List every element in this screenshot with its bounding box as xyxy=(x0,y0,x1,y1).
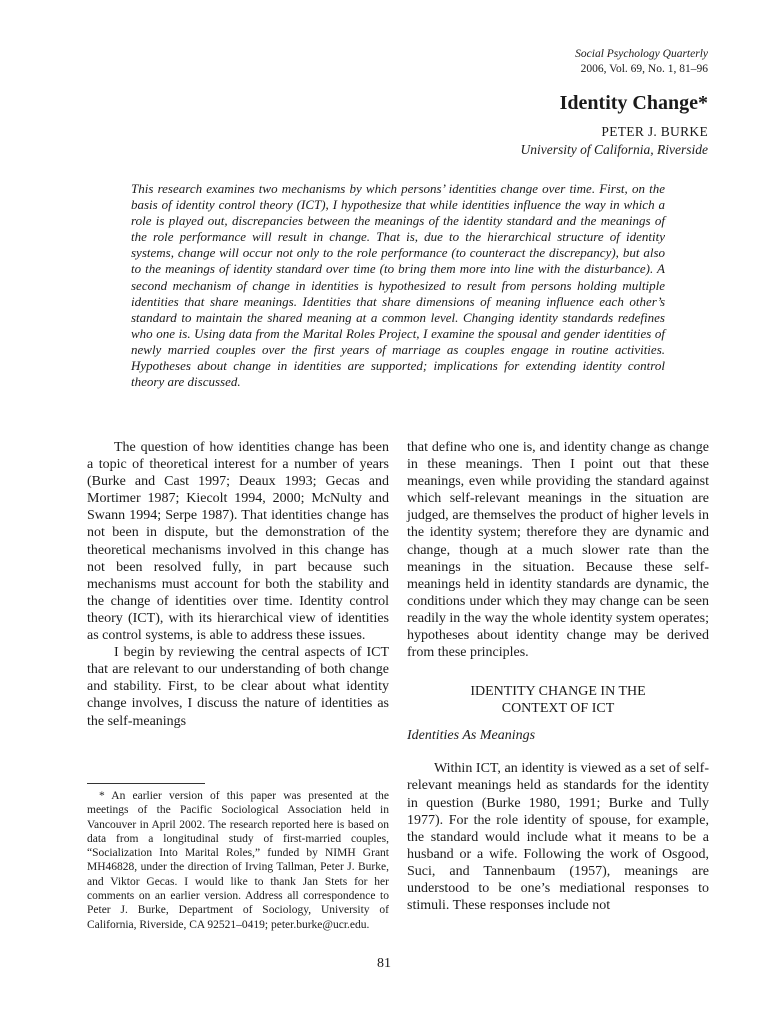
author-affiliation: University of California, Riverside xyxy=(520,142,708,157)
article-title: Identity Change* xyxy=(559,92,708,114)
footnote-text: * An earlier version of this paper was presented at the meetings of the Pacific Sociological Association held in Vancouver in April 2002. The research reported here is based on data from a longitudinal study of first-married couples, “Socialization Into Marital Roles,” funded by NIMH Grant MH46828, under the direction of Irving Tallman, Peter J. Burke, and Viktor Gecas. I would like to thank Jan Stets for her comments on an earlier version. Address all correspondence to Peter J. Burke, Department of Sociology, University of California, Riverside, CA 92521–0419; peter.burke@ucr.edu. xyxy=(87,790,389,931)
body-paragraph-2: I begin by reviewing the central aspects of ICT that are relevant to our understanding of both change and stability. First, to be clear about what identity change involves, I discuss the nature of identities as the self-meanings xyxy=(87,645,389,729)
body-paragraph-3: Within ICT, an identity is viewed as a set of self-relevant meanings held as standards for the identity in question (Burke 1980, 1991; Burke and Tully 1977). For the role identity of spouse, for example, the standard would include what it means to be a husband or a wife. Following the work of Osgood, Suci, and Tannenbaum (1957), meanings are understood to be one’s mediational responses to stimuli. These responses include not xyxy=(407,761,709,914)
footnote-divider xyxy=(87,783,205,784)
journal-citation: 2006, Vol. 69, No. 1, 81–96 xyxy=(580,63,708,75)
right-column xyxy=(407,439,709,914)
left-column xyxy=(87,439,389,730)
section-heading-line-1: IDENTITY CHANGE IN THE xyxy=(470,684,646,700)
section-heading-line-2: CONTEXT OF ICT xyxy=(501,701,615,717)
footnote xyxy=(87,789,389,932)
body-paragraph-continuation: that define who one is, and identity change as change in these meanings. Then I point out that these meanings, even while providing the standard against which self-relevant meanings in the situation are judged, are themselves the product of higher levels in the identity system; therefore they are dynamic and change, though at a much slower rate than the meanings in the situation. Because these self-meanings held in identity standards are dynamic, the conditions under which they may change can be seen readily in the way the whole identity system operates; hypotheses about identity change may be derived from these principles. xyxy=(407,440,709,661)
journal-name: Social Psychology Quarterly xyxy=(575,48,708,60)
journal-header xyxy=(575,47,708,77)
author-name: PETER J. BURKE xyxy=(601,124,708,139)
body-paragraph-1: The question of how identities change has been a topic of theoretical interest for a number of years (Burke and Cast 1997; Deaux 1993; Gecas and Mortimer 1987; Kiecolt 1994, 2000; McNulty and Swann 1994; Serpe 1987). That identities change has not been in dispute, but the demonstration of the theoretical mechanisms involved in this change has not been resolved fully, in part because such mechanisms must account for both the stability and the change of identities over time. Identity control theory (ICT), with its hierarchical view of identities as control systems, is able to address these issues. xyxy=(87,440,389,644)
section-heading xyxy=(407,683,709,717)
abstract: This research examines two mechanisms by which persons’ identities change over time. First, on the basis of identity control theory (ICT), I hypothesize that while identities influence the way in which a role is played out, discrepancies between the meanings of the identity standard and the meanings of the role performance will result in change. That is, due to the hierarchical structure of identity systems, change will occur not only to the role performance (to counteract the discrepancy), but also to the meanings of identity standard over time (to bring them more into line with the disturbance). A second mechanism of change in identities is hypothesized to result from persons holding multiple identities that share meanings. Identities that share dimensions of meaning influence each other’s standard to maintain the shared meaning at a common level. Changing identity standards redefines who one is. Using data from the Marital Roles Project, I examine the spousal and gender identities of newly married couples over the first years of marriage as couples engage in routine activities. Hypotheses about change in identities are supported; implications for extending identity control theory are discussed. xyxy=(131,181,665,390)
subsection-heading: Identities As Meanings xyxy=(407,728,536,744)
page-number: 81 xyxy=(377,956,391,971)
